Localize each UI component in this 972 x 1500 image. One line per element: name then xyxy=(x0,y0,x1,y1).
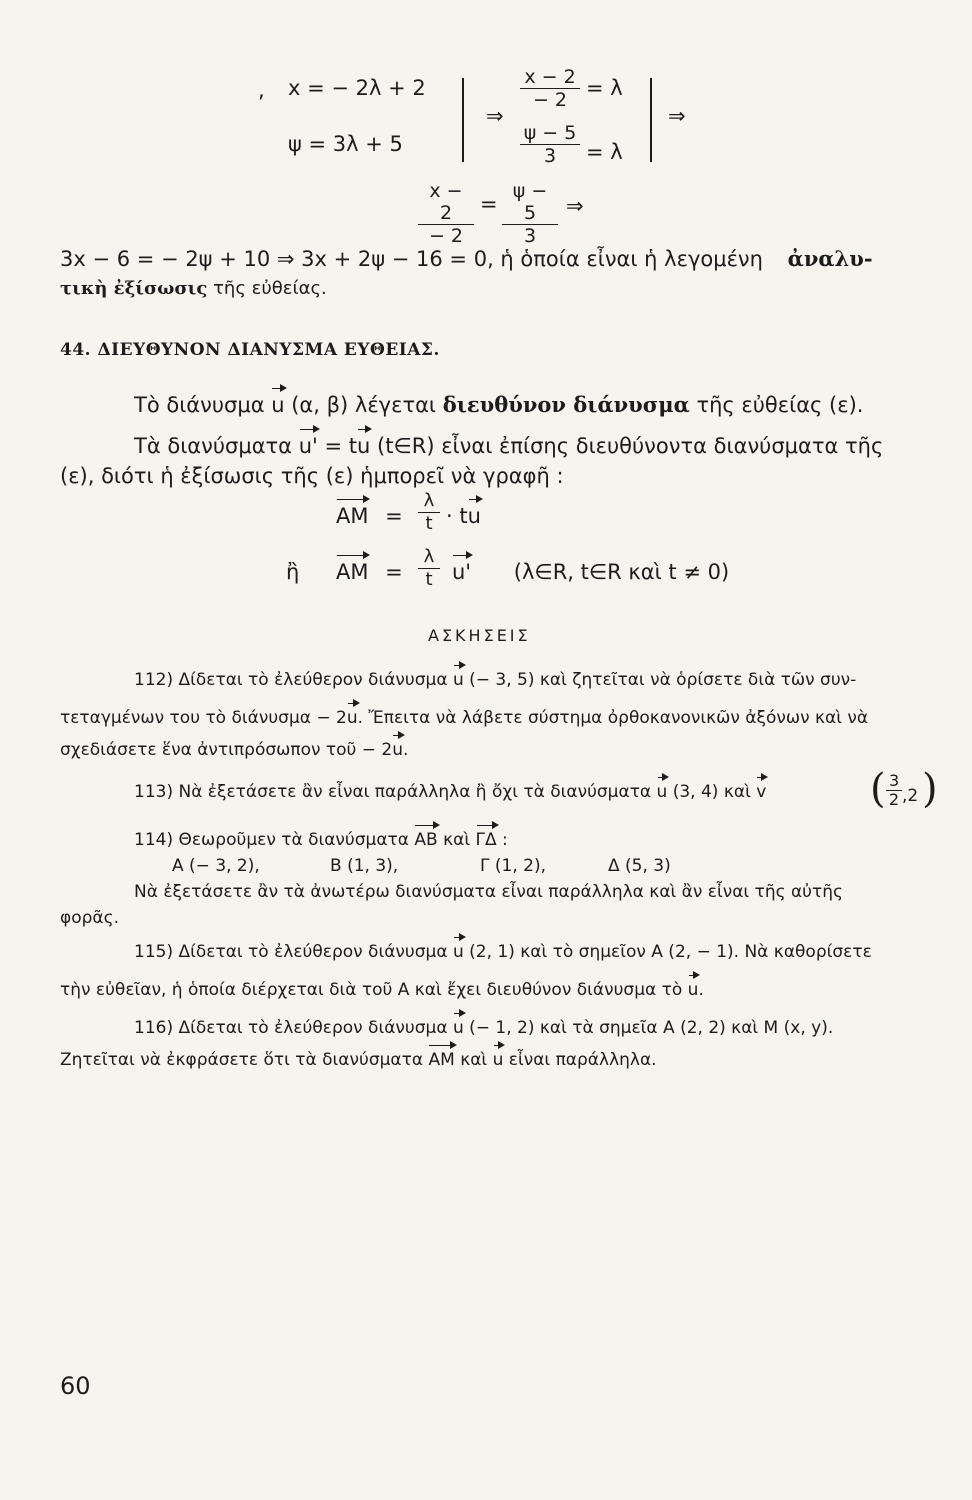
vector-am: AM xyxy=(336,504,369,528)
vector-v: v xyxy=(756,782,767,802)
exercise-113-paren-close: ) xyxy=(922,766,938,812)
exercise-113 xyxy=(134,782,766,802)
vector-am: AM xyxy=(336,560,369,584)
vector-gd: ΓΔ xyxy=(475,830,497,850)
section-para-2 xyxy=(134,434,883,458)
combined-arrow: ⇒ xyxy=(566,194,584,218)
frac-numerator: x − 2 xyxy=(418,180,474,225)
text: τὴν εὐθεῖαν, ἡ ὁποία διέρχεται διὰ τοῦ Α καὶ ἔχει διευθύνον διάνυσμα τὸ xyxy=(60,980,683,1000)
text: 115) Δίδεται τὸ ἐλεύθερον διάνυσμα xyxy=(134,942,448,962)
section-title: 44. ΔΙΕΥΘΥΝΟΝ ΔΙΑΝΥΣΜΑ ΕΥΘΕΙΑΣ. xyxy=(60,340,440,360)
text: 116) Δίδεται τὸ ἐλεύθερον διάνυσμα xyxy=(134,1018,448,1038)
frac-numerator: ψ − 5 xyxy=(520,122,580,145)
text: (− 3, 5) καὶ ζητεῖται νὰ ὁρίσετε διὰ τῶν συν- xyxy=(469,670,857,690)
system-arrow-2: ⇒ xyxy=(668,104,686,128)
text: 112) Δίδεται τὸ ἐλεύθερον διάνυσμα xyxy=(134,670,448,690)
vector-am: ΑΜ xyxy=(428,1050,455,1070)
para-text: (α, β) λέγεται xyxy=(291,393,437,417)
exercise-115-line-2 xyxy=(60,980,704,1000)
vector-u: u xyxy=(687,980,699,1000)
text: σχεδιάσετε ἕνα ἀντιπρόσωπον τοῦ − 2 xyxy=(60,740,393,760)
exercise-115-line-1 xyxy=(134,942,872,962)
para-text: Τὰ διανύσματα xyxy=(134,434,293,458)
vector-u: u xyxy=(392,740,404,760)
exercise-114-question-2: φορᾶς. xyxy=(60,908,119,928)
body-line-2-text: τῆς εὐθείας. xyxy=(213,278,327,299)
para-text: τῆς εὐθείας (ε). xyxy=(696,393,864,417)
body-term-analytic: ἀναλυ- xyxy=(787,246,873,271)
equals-sign: = xyxy=(385,560,403,584)
text: (− 1, 2) καὶ τὰ σημεῖα Α (2, 2) καὶ Μ (x, y). xyxy=(469,1018,834,1038)
exercise-114-line-1 xyxy=(134,830,508,850)
text: 114) Θεωροῦμεν τὰ διανύσματα xyxy=(134,830,409,850)
exercise-113-frac xyxy=(886,772,902,809)
point-b: Β (1, 3), xyxy=(330,856,399,876)
para-text: = t xyxy=(324,434,358,458)
body-line-2 xyxy=(60,278,327,299)
text: (3, 4) καὶ xyxy=(672,782,751,802)
system-eq-x: x = − 2λ + 2 xyxy=(288,76,426,100)
body-line-1 xyxy=(60,246,873,271)
frac-numerator: x − 2 xyxy=(520,66,580,89)
combined-frac-2 xyxy=(502,180,558,247)
equation-am-2-frac xyxy=(418,546,440,591)
equation-am-1-frac xyxy=(418,490,440,535)
vector-u-prime: u' xyxy=(298,434,318,458)
point-a: Α (− 3, 2), xyxy=(172,856,260,876)
text: : xyxy=(502,830,508,850)
section-para-3: (ε), διότι ἡ ἐξίσωσις τῆς (ε) ἡμπορεῖ νὰ γραφῆ : xyxy=(60,464,564,488)
frac-denominator: 2 xyxy=(888,790,900,809)
vector-u: u xyxy=(452,942,464,962)
equation-am-2 xyxy=(336,560,413,584)
system-frac-1 xyxy=(520,66,580,111)
text: καὶ xyxy=(460,1050,488,1070)
vector-u: u xyxy=(656,782,668,802)
frac-numerator: 3 xyxy=(886,772,902,791)
system-arrow-1: ⇒ xyxy=(486,104,504,128)
vector-u: u xyxy=(452,1018,464,1038)
combined-frac-1 xyxy=(418,180,474,247)
frac-denominator: t xyxy=(425,569,433,590)
system-brace-right xyxy=(650,78,652,162)
text: . xyxy=(403,740,409,760)
frac-denominator: − 2 xyxy=(532,89,568,111)
text: εἶναι παράλληλα. xyxy=(508,1050,657,1070)
vector-ab: ΑΒ xyxy=(414,830,438,850)
frac-denominator: 3 xyxy=(523,225,537,247)
vector-u: u xyxy=(271,393,285,417)
system-frac-2 xyxy=(520,122,580,167)
text: 113) Νὰ ἐξετάσετε ἂν εἶναι παράλληλα ἢ ὄχι τὰ διανύσματα xyxy=(134,782,652,802)
scalar-t: t xyxy=(459,504,468,528)
frac-denominator: 3 xyxy=(543,145,557,167)
vector-u: u xyxy=(467,504,481,528)
equation-am-2-or: ἢ xyxy=(286,560,300,584)
equals-sign: = xyxy=(385,504,403,528)
vector-u: u xyxy=(492,1050,504,1070)
exercise-112-line-1 xyxy=(134,670,856,690)
para-text: Τὸ διάνυσμα xyxy=(134,393,265,417)
vector-u-prime: u' xyxy=(452,560,472,584)
system-brace-left xyxy=(462,78,464,162)
equation-am-2-rest xyxy=(452,560,729,584)
frac-numerator: ψ − 5 xyxy=(502,180,558,225)
text: Ζητεῖται νὰ ἐκφράσετε ὅτι τὰ διανύσματα xyxy=(60,1050,424,1070)
vector-u: u xyxy=(357,434,371,458)
exercise-112-line-3 xyxy=(60,740,408,760)
frac-denominator: − 2 xyxy=(428,225,464,247)
combined-equals: = xyxy=(480,192,498,216)
body-line-1-text: 3x − 6 = − 2ψ + 10 ⇒ 3x + 2ψ − 16 = 0, ἡ ὁποία εἶναι ἡ λεγομένη xyxy=(60,247,763,271)
text: . Ἔπειτα νὰ λάβετε σύστημα ὀρθοκανονικῶν ἀξόνων καὶ νὰ xyxy=(357,708,869,728)
body-term-equation: τικὴ ἐξίσωσις xyxy=(60,278,208,299)
system-comma: , xyxy=(258,78,265,102)
system-frac-1-eq: = λ xyxy=(586,76,623,100)
text: (2, 1) καὶ τὸ σημεῖον Α (2, − 1). Νὰ καθορίσετε xyxy=(469,942,872,962)
frac-numerator: λ xyxy=(418,490,440,513)
vector-u: u xyxy=(346,708,358,728)
text: . xyxy=(698,980,704,1000)
text: τεταγμένων του τὸ διάνυσμα − 2 xyxy=(60,708,347,728)
section-para-1 xyxy=(134,392,863,417)
para-text: (t∈R) εἶναι ἐπίσης διευθύνοντα διανύσματα τῆς xyxy=(377,434,884,458)
text: καὶ xyxy=(443,830,471,850)
point-d: Δ (5, 3) xyxy=(608,856,671,876)
exercise-113-second-coord: ,2 xyxy=(902,786,919,806)
equation-am-1 xyxy=(336,504,413,528)
exercise-112-line-2 xyxy=(60,708,868,728)
exercise-116-line-1 xyxy=(134,1018,833,1038)
frac-numerator: λ xyxy=(418,546,440,569)
exercise-114-question: Νὰ ἐξετάσετε ἂν τὰ ἀνωτέρω διανύσματα εἶναι παράλληλα καὶ ἂν εἶναι τῆς αὐτῆς xyxy=(134,882,844,902)
equation-am-1-rest xyxy=(446,504,481,528)
system-frac-2-eq: = λ xyxy=(586,140,623,164)
dot: · xyxy=(446,504,453,528)
vector-u: u xyxy=(452,670,464,690)
frac-denominator: t xyxy=(425,513,433,534)
exercise-113-paren-open: ( xyxy=(870,766,886,812)
exercise-116-line-2 xyxy=(60,1050,657,1070)
system-eq-psi: ψ = 3λ + 5 xyxy=(288,132,403,156)
exercises-title: ΑΣΚΗΣΕΙΣ xyxy=(428,626,531,645)
equation-condition: (λ∈R, t∈R καὶ t ≠ 0) xyxy=(513,560,730,584)
page-number: 60 xyxy=(60,1372,91,1400)
point-g: Γ (1, 2), xyxy=(480,856,546,876)
term-direction-vector: διευθύνον διάνυσμα xyxy=(442,392,690,417)
